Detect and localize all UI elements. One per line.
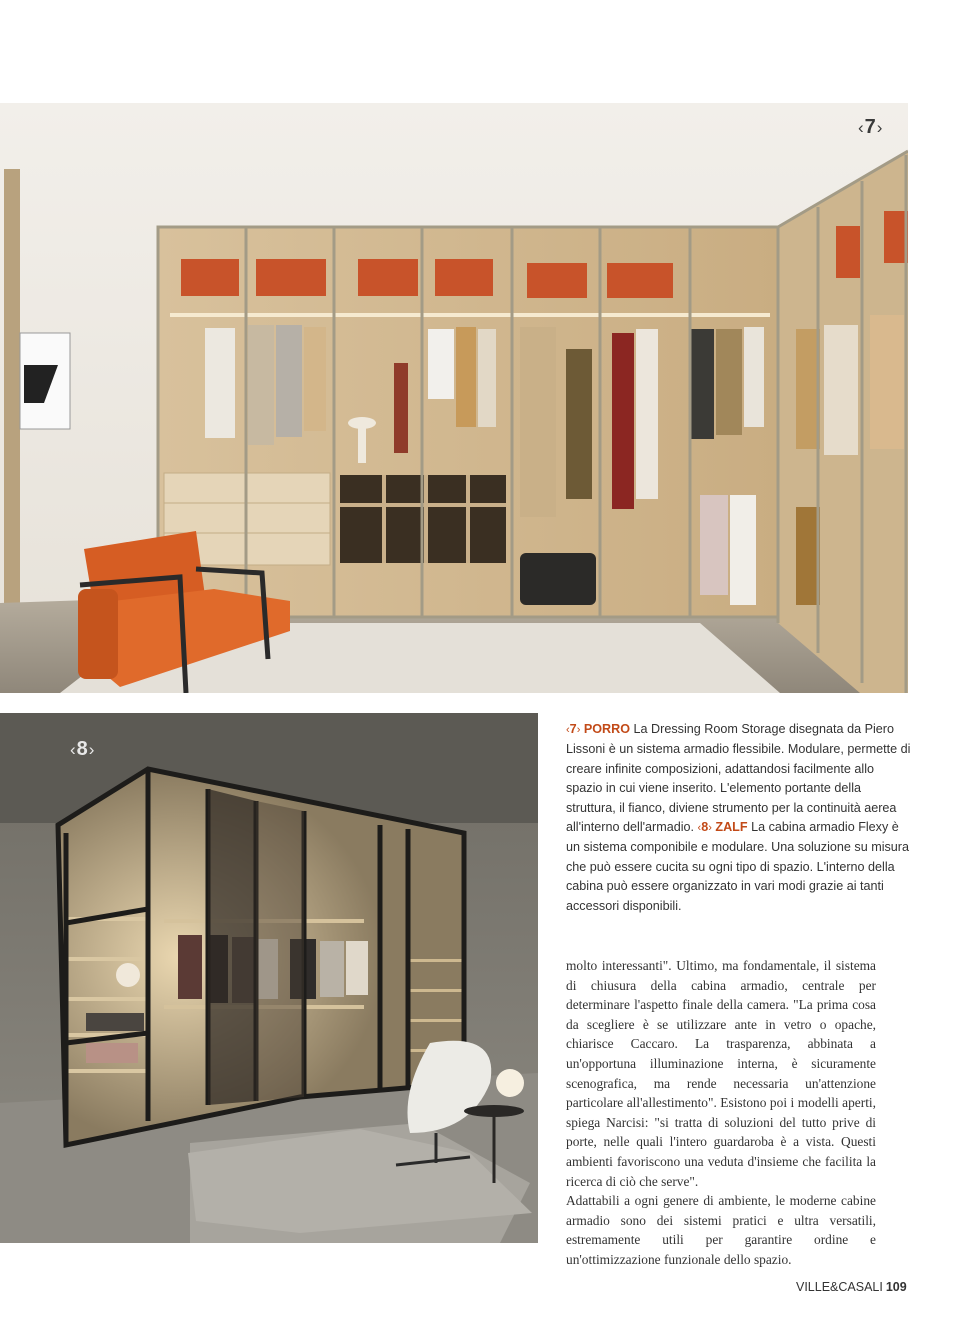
caption-ref-7: ‹7›: [566, 722, 581, 736]
article-body: [566, 956, 876, 1270]
wardrobe-photo-7: [0, 103, 908, 693]
photo-7-number-text: 7: [864, 116, 877, 138]
magazine-name: VILLE&CASALI: [796, 1280, 883, 1294]
photo-7-number: ‹7›: [858, 116, 884, 138]
walk-in-wardrobe-photo: [0, 103, 908, 693]
photo-8-number-text: 8: [76, 738, 89, 760]
photo-8-number: ‹8›: [70, 738, 96, 760]
caption-brand-zalf: ZALF: [715, 820, 748, 835]
body-paragraph-2: Adattabili a ogni genere di ambiente, le moderne cabine armadio sono dei sistemi pratici e ultra versatili, estremamente utili per garantire ordine e un'ottimizzazione funzionale dello spazio.: [566, 1193, 876, 1267]
caption-brand-porro: PORRO: [583, 722, 631, 736]
photo-caption: [566, 720, 911, 916]
caption-ref-8: ‹8›: [697, 820, 712, 835]
caption-text-7: La Dressing Room Storage disegnata da Piero Lissoni è un sistema armadio flessibile. Modulare, permette di creare infinite composizioni, adattandosi facilmente allo spazio in cui viene inserito. L'elemento portante della struttura, il fianco, diviene strumento per la continuità aerea all'interno dell'armadio.: [566, 722, 911, 835]
glass-wardrobe-cabin-photo: [0, 713, 538, 1243]
body-paragraph-1: molto interessanti". Ultimo, ma fondamentale, il sistema di chiusura della cabina armadio, centrale per determinare l'aspetto finale della camera. "La prima cosa da scegliere è se utilizzare ante in vetro o opache, chiarisce Caccaro. La trasparenza, abbinata a un'opportuna illuminazione interna, è sicuramente scenografica, ma rende necessaria un'attenzione particolare all'allestimento". Esistono poi i modelli aperti, spiega Narcisi: "si tratta di soluzioni del tutto prive di porte, nelle quali l'intero guardaroba è a vista. Questi ambienti favoriscono una veduta d'insieme che facilita la ricerca di ciò che serve".: [566, 958, 876, 1189]
caption-text-8: La cabina armadio Flexy è un sistema componibile e modulare. Una soluzione su misura che può essere cucita su ogni tipo di spazio. L'interno della cabina può essere organizzato in vari modi grazie ai tanti accessori disponibili.: [566, 820, 910, 913]
wardrobe-photo-8: [0, 713, 538, 1243]
page-number: 109: [885, 1280, 907, 1294]
page-footer: [796, 1280, 907, 1294]
caption-ref-8-number: 8: [701, 820, 709, 835]
caption-ref-7-number: 7: [569, 722, 577, 736]
